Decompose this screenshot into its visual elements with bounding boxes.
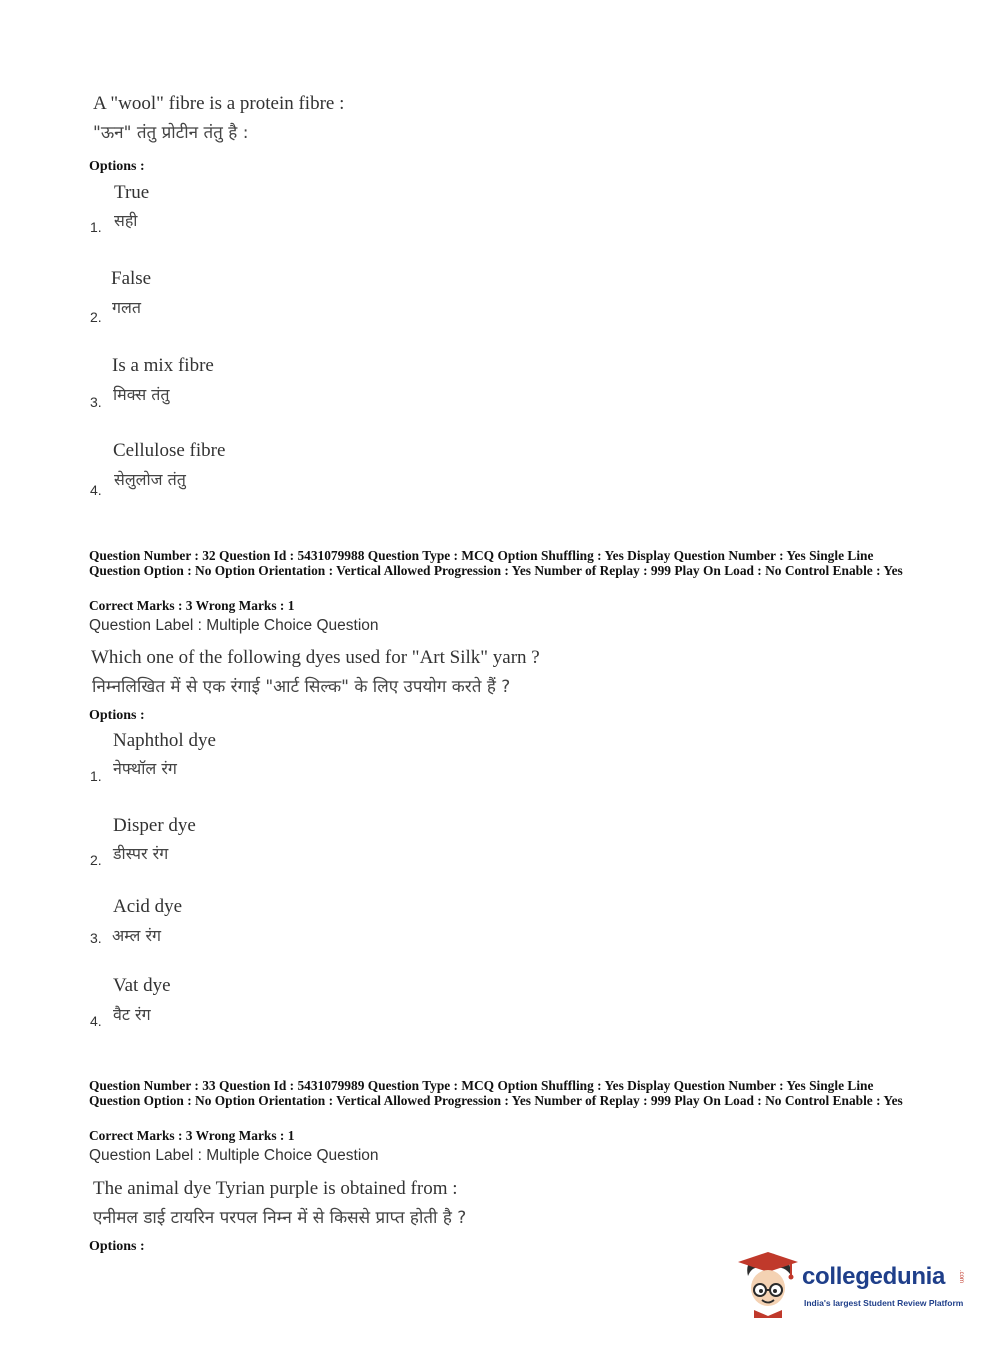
option-text-hi: सही bbox=[114, 211, 138, 230]
option-text-en: Naphthol dye bbox=[113, 730, 216, 751]
option-number: 2. bbox=[90, 852, 102, 868]
q32-options-label: Options : bbox=[89, 708, 145, 723]
q33-question-en: The animal dye Tyrian purple is obtained from : bbox=[93, 1178, 458, 1199]
option-number: 1. bbox=[90, 219, 102, 235]
option-text-en: False bbox=[111, 268, 152, 289]
q33-question-label: Question Label : Multiple Choice Question bbox=[89, 1147, 379, 1164]
option-text-hi: मिक्स तंतु bbox=[113, 385, 170, 404]
option-text-hi: डीस्पर रंग bbox=[113, 844, 169, 863]
q32-question-label: Question Label : Multiple Choice Question bbox=[89, 617, 379, 634]
option-text-en: Acid dye bbox=[113, 896, 183, 917]
option-text-en: Disper dye bbox=[113, 815, 196, 836]
q32-question-en: Which one of the following dyes used for "Art Silk" yarn ? bbox=[91, 647, 540, 668]
option-text-en: Is a mix fibre bbox=[112, 355, 214, 376]
student-mascot-icon bbox=[738, 1248, 800, 1318]
option-text-en: Cellulose fibre bbox=[113, 440, 226, 461]
q31-question-en: A "wool" fibre is a protein fibre : bbox=[93, 93, 345, 114]
q33-options-label: Options : bbox=[89, 1239, 145, 1254]
brand-tagline: India's largest Student Review Platform bbox=[804, 1298, 964, 1308]
option-text-hi: अम्ल रंग bbox=[112, 926, 161, 945]
option-text-hi: गलत bbox=[112, 298, 141, 317]
collegedunia-logo bbox=[738, 1248, 970, 1318]
option-number: 2. bbox=[90, 309, 102, 325]
option-text-en: Vat dye bbox=[113, 975, 171, 996]
q31-question-hi: "ऊन" तंतु प्रोटीन तंतु है : bbox=[93, 123, 249, 143]
option-text-en: True bbox=[114, 182, 150, 203]
option-text-hi: नेफ्थॉल रंग bbox=[113, 759, 177, 778]
option-number: 3. bbox=[90, 930, 102, 946]
q33-question-hi: एनीमल डाई टायरिन परपल निम्न में से किससे प्राप्त होती है ? bbox=[93, 1208, 467, 1228]
q33-marks: Correct Marks : 3 Wrong Marks : 1 bbox=[89, 1128, 295, 1143]
option-number: 4. bbox=[90, 1013, 102, 1029]
option-number: 4. bbox=[90, 482, 102, 498]
option-text-hi: वैट रंग bbox=[113, 1005, 151, 1024]
q33-metadata: Question Number : 33 Question Id : 5431079989 Question Type : MCQ Option Shuffling : Yes Display Question Number : Yes Single Line Question Option : No Option Orientation : Vertical Allowed Progression : Yes Number of Replay : 999 Play On Load : No Control Enable : Yes bbox=[89, 1078, 903, 1108]
q32-question-hi: निम्नलिखित में से एक रंगाई "आर्ट सिल्क" के लिए उपयोग करते हैं ? bbox=[92, 677, 511, 697]
q31-options-label: Options : bbox=[89, 159, 145, 174]
option-number: 1. bbox=[90, 768, 102, 784]
q32-metadata: Question Number : 32 Question Id : 5431079988 Question Type : MCQ Option Shuffling : Yes Display Question Number : Yes Single Line Question Option : No Option Orientation : Vertical Allowed Progression : Yes Number of Replay : 999 Play On Load : No Control Enable : Yes bbox=[89, 548, 903, 578]
brand-com: .com bbox=[958, 1270, 964, 1284]
brand-name: collegedunia bbox=[802, 1263, 946, 1290]
q32-marks: Correct Marks : 3 Wrong Marks : 1 bbox=[89, 598, 295, 613]
option-number: 3. bbox=[90, 394, 102, 410]
option-text-hi: सेलुलोज तंतु bbox=[114, 470, 186, 489]
